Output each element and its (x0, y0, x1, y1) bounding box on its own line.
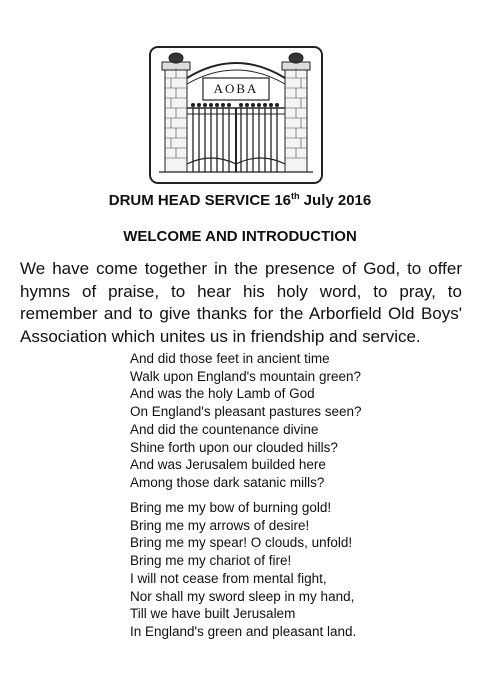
gate-finial (276, 104, 279, 107)
gate-finial (228, 104, 231, 107)
gate-finial (258, 104, 261, 107)
gate-finial (264, 104, 267, 107)
verse-line: Walk upon England's mountain green? (130, 368, 361, 384)
verse-line: On England's pleasant pastures seen? (130, 404, 362, 420)
verse-line: And was Jerusalem builded here (130, 457, 326, 473)
verse-line: And did the countenance divine (130, 421, 319, 437)
verse-line: Bring me my bow of burning gold! (130, 500, 332, 515)
gate-illustration (151, 48, 321, 182)
page-title: DRUM HEAD SERVICE 16th July 2016 (108, 191, 372, 209)
logo-text: AOBA (213, 81, 259, 96)
verse-line: Shine forth upon our clouded hills? (130, 439, 338, 455)
gate-finial (216, 104, 219, 107)
gate-finial (240, 104, 243, 107)
gate-finial (204, 104, 207, 107)
verse-line: Nor shall my sword sleep in my hand, (130, 588, 355, 604)
intro-paragraph: We have come together in the presence of God, to offer hymns of praise, to hear his holy word, to pray, to remember and to give thanks for the Arborfield Old Boys' Association which unites us in friendship and service. (20, 259, 462, 346)
gate-finial (198, 104, 201, 107)
verse-line: Till we have built Jerusalem (130, 606, 296, 622)
gate-finial (210, 104, 213, 107)
verse-line: I will not cease from mental fight, (130, 570, 327, 586)
section-heading: WELCOME AND INTRODUCTION (123, 228, 357, 245)
hymn-verse-2 (130, 499, 460, 641)
aoba-logo (149, 46, 323, 184)
gate-finial (192, 104, 195, 107)
verse-line: Bring me my arrows of desire! (130, 517, 310, 533)
gate-finial (222, 104, 225, 107)
verse-line: In England's green and pleasant land. (130, 623, 357, 639)
gate-finial (246, 104, 249, 107)
verse-line: Among those dark satanic mills? (130, 474, 325, 490)
verse-line: And was the holy Lamb of God (130, 386, 315, 402)
verse-line: And did those feet in ancient time (130, 351, 330, 366)
hymn-verse-1 (130, 350, 460, 492)
gate-finial (270, 104, 273, 107)
verse-line: Bring me my spear! O clouds, unfold! (130, 535, 353, 551)
gate-finial (252, 104, 255, 107)
verse-line: Bring me my chariot of fire! (130, 553, 292, 569)
